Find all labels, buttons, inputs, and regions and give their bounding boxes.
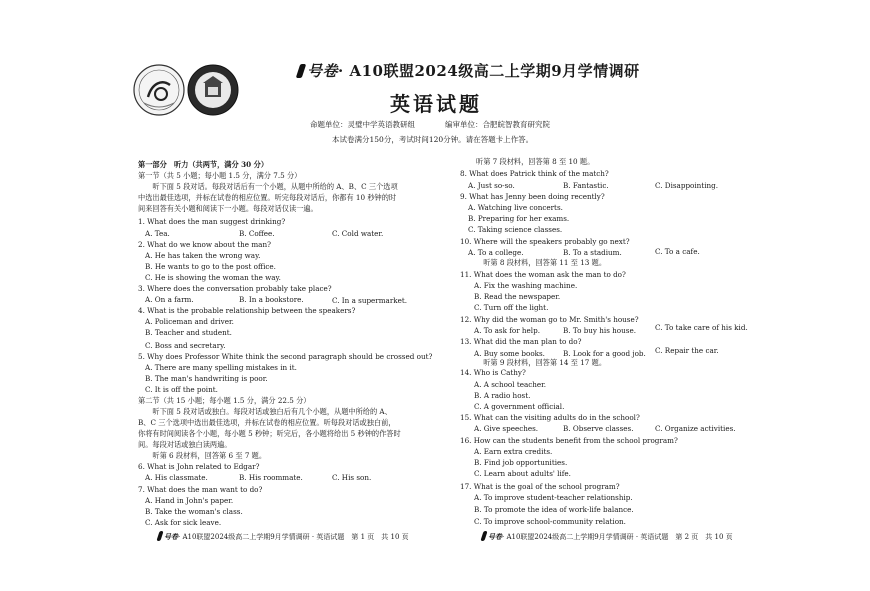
option-9b: B. Preparing for her exams. <box>468 214 570 223</box>
part1-instruction: 中选出最佳选项，并标在试卷的相应位置。听完每段对话后，你都有 10 秒钟的时 <box>138 193 397 202</box>
part2-instruction: 间。每段对话或独白读两遍。 <box>138 440 232 449</box>
school-anniversary-seal <box>132 63 186 117</box>
option-17a: A. To improve student-teacher relationship. <box>474 493 633 502</box>
question-17: 17. What is the goal of the school program? <box>460 482 620 491</box>
option-2b: B. He wants to go to the post office. <box>145 262 276 271</box>
option-8b: B. Fantastic. <box>563 181 609 190</box>
option-14b: B. A radio host. <box>474 391 531 400</box>
option-13b: B. Look for a good job. <box>563 349 646 358</box>
question-4: 4. What is the probable relationship between the speakers? <box>138 306 356 315</box>
option-7c: C. Ask for sick leave. <box>145 518 222 527</box>
question-3: 3. Where does the conversation probably take place? <box>138 284 332 293</box>
option-3c: C. In a supermarket. <box>332 296 408 305</box>
subject-title: 英语试题 <box>390 92 482 116</box>
option-5b: B. The man's handwriting is poor. <box>145 374 268 383</box>
option-12c: C. To take care of his kid. <box>655 323 748 332</box>
question-10: 10. Where will the speakers probably go next? <box>460 237 630 246</box>
option-17c: C. To improve school-community relation. <box>474 517 626 526</box>
institute-seal <box>186 63 240 117</box>
option-10b: B. To a stadium. <box>563 248 622 257</box>
page-footer-1 <box>158 531 409 542</box>
option-2a: A. He has taken the wrong way. <box>145 251 261 260</box>
question-2: 2. What do we know about the man? <box>138 240 271 249</box>
question-11: 11. What does the woman ask the man to do? <box>460 270 626 279</box>
material-8-note: 听第 8 段材料，回答第 11 至 13 题。 <box>476 258 607 267</box>
option-1a: A. Tea. <box>145 229 170 238</box>
question-6: 6. What is John related to Edgar? <box>138 462 260 471</box>
option-4c: C. Boss and secretary. <box>145 341 226 350</box>
question-12: 12. Why did the woman go to Mr. Smith's house? <box>460 315 639 324</box>
question-7: 7. What does the man want to do? <box>138 485 263 494</box>
question-16: 16. How can the students benefit from the school program? <box>460 436 678 445</box>
option-3a: A. On a farm. <box>145 295 194 304</box>
option-1c: C. Cold water. <box>332 229 384 238</box>
material-6-note: 听第 6 段材料，回答第 6 至 7 题。 <box>138 451 267 460</box>
option-8a: A. Just so-so. <box>468 181 515 190</box>
option-16a: A. Earn extra credits. <box>474 447 553 456</box>
question-14: 14. Who is Cathy? <box>460 368 526 377</box>
part2-instruction: B、C 三个选项中选出最佳选项，并标在试卷的相应位置。听每段对话或独白前， <box>138 418 396 427</box>
option-4a: A. Policeman and driver. <box>145 317 234 326</box>
question-8: 8. What does Patrick think of the match? <box>460 169 609 178</box>
option-1b: B. Coffee. <box>239 229 275 238</box>
option-4b: B. Teacher and student. <box>145 328 232 337</box>
option-16c: C. Learn about adults' life. <box>474 469 571 478</box>
option-14a: A. A school teacher. <box>474 380 547 389</box>
option-7b: B. Take the woman's class. <box>145 507 243 516</box>
brand-name: 号卷 <box>307 62 339 80</box>
material-7-note: 听第 7 段材料，回答第 8 至 10 题。 <box>476 157 595 166</box>
option-15c: C. Organize activities. <box>655 424 736 433</box>
part2-title: 第二节（共 15 小题；每小题 1.5 分，满分 22.5 分） <box>138 396 311 405</box>
option-5c: C. It is off the point. <box>145 385 218 394</box>
option-8c: C. Disappointing. <box>655 181 719 190</box>
option-2c: C. He is showing the woman the way. <box>145 273 281 282</box>
option-12a: A. To ask for help. <box>474 326 540 335</box>
option-16b: B. Find job opportunities. <box>474 458 568 467</box>
question-9: 9. What has Jenny been doing recently? <box>460 192 605 201</box>
part1-instruction: 听下面 5 段对话。每段对话后有一个小题，从题中所给的 A、B、C 三个选项 <box>138 182 398 191</box>
option-5a: A. There are many spelling mistakes in it. <box>145 363 297 372</box>
footer-text: · A10联盟2024级高二上学期9月学情调研 · 英语试题 第 2 页 共 10 页 <box>502 533 733 541</box>
option-15b: B. Observe classes. <box>563 424 634 433</box>
question-5: 5. Why does Professor White think the second paragraph should be crossed out? <box>138 352 433 361</box>
option-10a: A. To a college. <box>468 248 524 257</box>
option-15a: A. Give speeches. <box>474 424 539 433</box>
question-1: 1. What does the man suggest drinking? <box>138 217 286 226</box>
option-9c: C. Taking science classes. <box>468 225 563 234</box>
exam-title <box>298 60 640 81</box>
option-14c: C. A government official. <box>474 402 565 411</box>
brand-name: 号卷 <box>164 532 178 541</box>
brand-name: 号卷 <box>488 532 502 541</box>
brand-logo-icon <box>296 64 307 78</box>
option-6a: A. His classmate. <box>145 473 208 482</box>
option-10c: C. To a cafe. <box>655 247 700 256</box>
option-12b: B. To buy his house. <box>563 326 636 335</box>
question-13: 13. What did the man plan to do? <box>460 337 582 346</box>
option-9a: A. Watching live concerts. <box>468 203 563 212</box>
part2-instruction: 听下面 5 段对话或独白。每段对话或独白后有几个小题，从题中所给的 A、 <box>138 407 392 416</box>
option-3b: B. In a bookstore. <box>239 295 304 304</box>
authors-line: 命题单位：灵璧中学英语教研组 编审单位：合肥皖智教育研究院 <box>310 120 550 129</box>
part1-instruction: 间来回答有关小题和阅读下一小题。每段对话仅读一遍。 <box>138 204 318 213</box>
option-17b: B. To promote the idea of work-life balance. <box>474 505 634 514</box>
exam-notice: 本试卷满分150分，考试时间120分钟。请在答题卡上作答。 <box>332 135 534 144</box>
option-13c: C. Repair the car. <box>655 346 719 355</box>
question-15: 15. What can the visiting adults do in the school? <box>460 413 640 422</box>
footer-text: · A10联盟2024级高二上学期9月学情调研 · 英语试题 第 1 页 共 10 页 <box>178 533 409 541</box>
material-9-note: 听第 9 段材料，回答第 14 至 17 题。 <box>476 358 607 367</box>
page-footer-2 <box>482 531 733 542</box>
brand-logo-icon <box>156 531 163 541</box>
option-11c: C. Turn off the light. <box>474 303 549 312</box>
option-7a: A. Hand in John's paper. <box>145 496 234 505</box>
option-11a: A. Fix the washing machine. <box>474 281 578 290</box>
brand-logo-icon <box>480 531 487 541</box>
exam-title-text: · A10联盟2024级高二上学期9月学情调研 <box>338 62 640 80</box>
option-6b: B. His roommate. <box>239 473 303 482</box>
option-13a: A. Buy some books. <box>474 349 545 358</box>
option-6c: C. His son. <box>332 473 372 482</box>
part2-instruction: 你将有时间阅读各个小题，每小题 5 秒钟；听完后，各小题将给出 5 秒钟的作答时 <box>138 429 401 438</box>
part1-title: 第一节（共 5 小题；每小题 1.5 分，满分 7.5 分） <box>138 171 302 180</box>
section1-title: 第一部分 听力（共两节，满分 30 分） <box>138 160 269 169</box>
option-11b: B. Read the newspaper. <box>474 292 561 301</box>
